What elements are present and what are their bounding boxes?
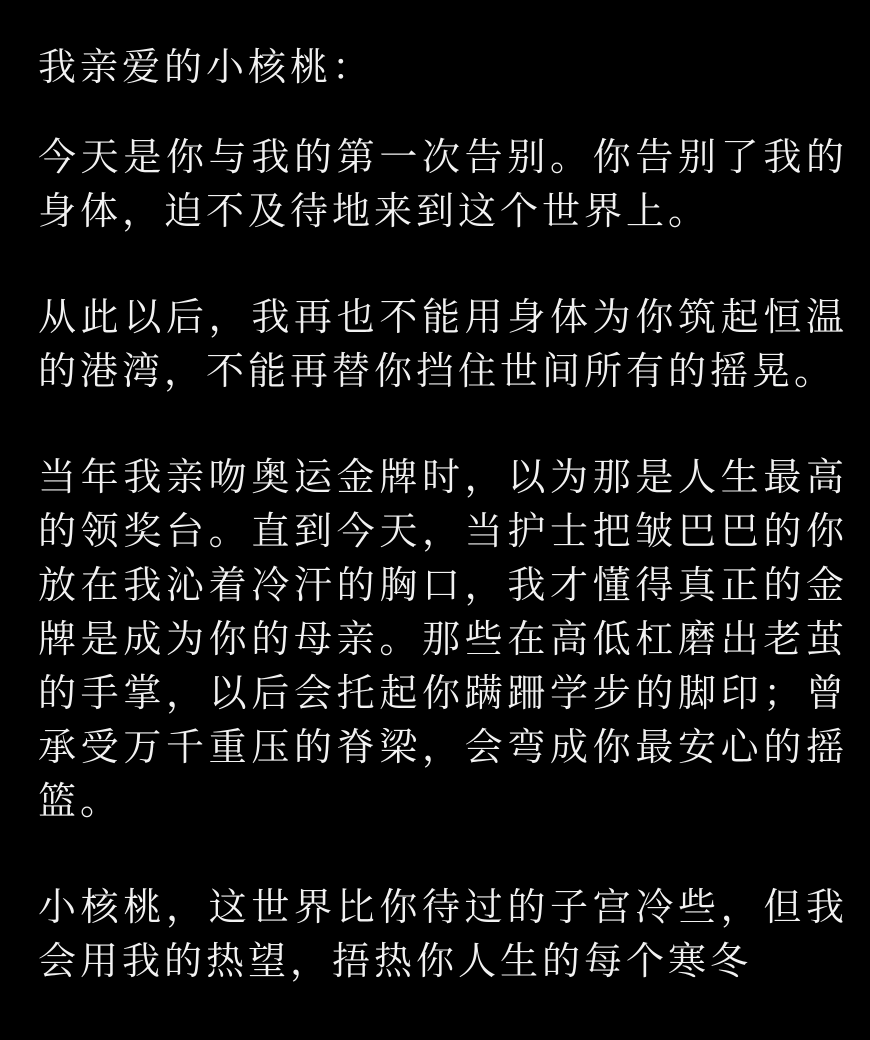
handwritten-letter [38,40,848,1040]
letter-paragraph-4: 小核桃，这世界比你待过的子宫冷些，但我会用我的热望，捂热你人生的每个寒冬 [38,885,848,983]
letter-paragraph-2: 从此以后，我再也不能用身体为你筑起恒温的港湾，不能再替你挡住世间所有的摇晃。 [38,295,848,393]
letter-paragraph-1: 今天是你与我的第一次告别。你告别了我的身体，迫不及待地来到这个世界上。 [38,135,848,233]
letter-salutation: 我亲爱的小核桃： [38,45,375,89]
letter-paragraph-3: 当年我亲吻奥运金牌时，以为那是人生最高的领奖台。直到今天，当护士把皱巴巴的你放在我沁着冷汗的胸口，我才懂得真正的金牌是成为你的母亲。那些在高低杠磨出老茧的手掌，以后会托起你蹒跚学步的脚印；曾承受万千重压的脊梁，会弯成你最安心的摇篮。 [38,455,848,823]
